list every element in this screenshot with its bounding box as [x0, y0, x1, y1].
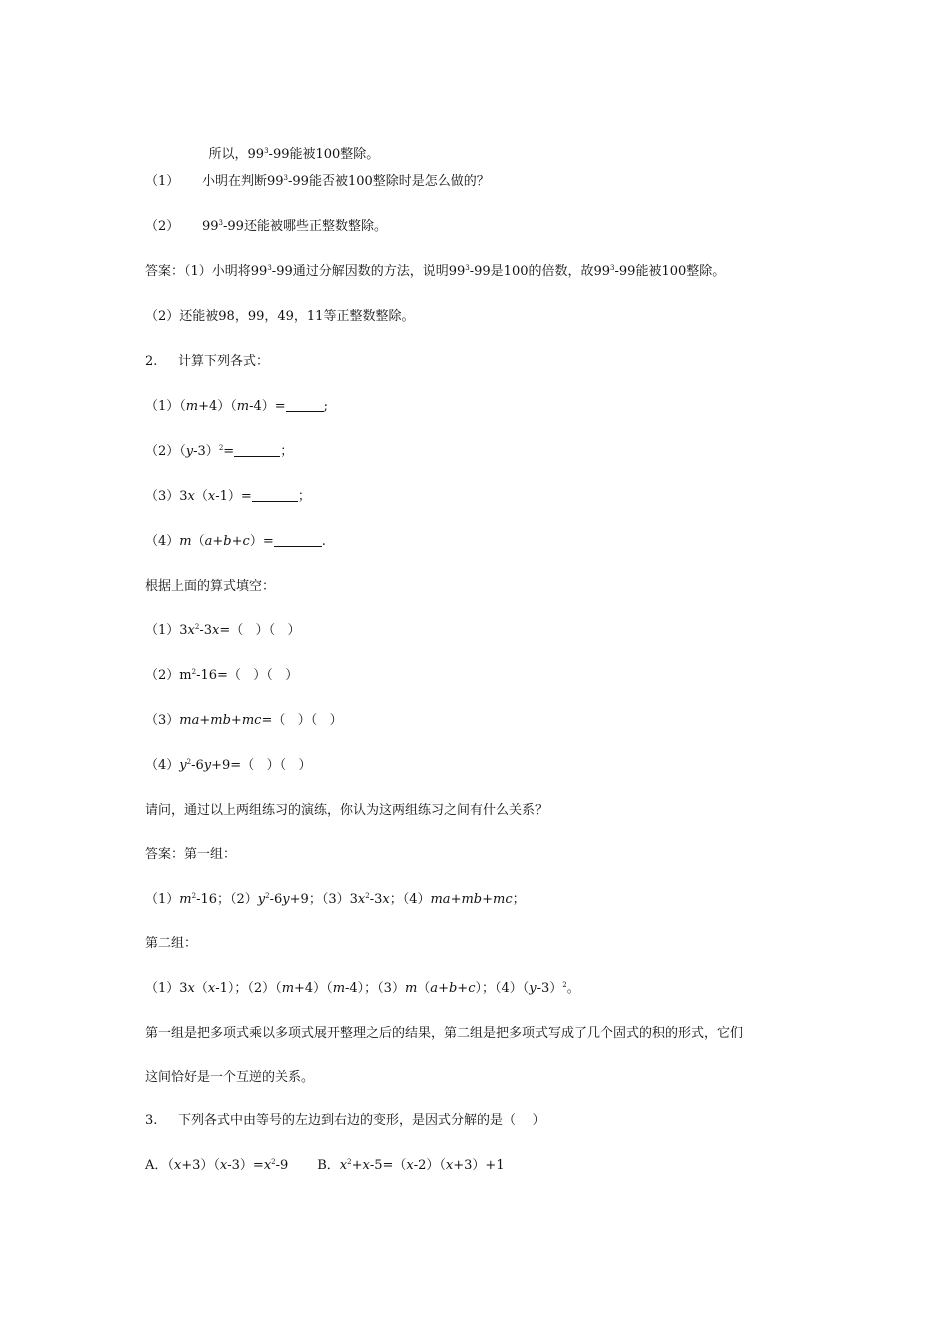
fill-item-4: $(4)y^2-6y+9=$（ ）（ ） [145, 758, 312, 773]
q3-options: A．$(x+3)(x-3)=x^2-9$ B．$x^2+x-5=(x-2)(x+3)+1$ [145, 1158, 505, 1173]
q1-2-text: $99^3-99$还能被哪些正整数整除。 [202, 219, 387, 234]
relation-question: 请问，通过以上两组练习的演练，你认为这两组练习之间有什么关系？ [145, 803, 549, 818]
q2-number: 2. [145, 354, 158, 369]
q1-1-number: （1） [145, 174, 180, 189]
conclusion-line-2: 这间恰好是一个互逆的关系。 [145, 1070, 315, 1085]
fill-item-3: （3）ma+mb+mc=（ ）（ ） [145, 713, 343, 728]
q3-number: 3. [145, 1113, 158, 1128]
so-rich: 所以，$99^3-99$能被100整除。 [208, 147, 380, 162]
q2-item-3: （3）3x（x-1）= ； [145, 489, 311, 504]
q2-text: 计算下列各式： [178, 354, 270, 369]
fill-intro: 根据上面的算式填空： [145, 579, 276, 594]
fill-item-1: $(1)3x^2-3x=$（ ）（ ） [145, 623, 301, 638]
q2-item-2: $(2)(y-3)^2=$ ； [145, 444, 294, 459]
answer-2-group-1: $(1)m^2-16$；$(2)y^2-6y+9$；$(3)3x^2-3x$；（4）ma+mb+mc； [145, 892, 526, 907]
q1-2-number: （2） [145, 219, 180, 234]
answer-2-group-2-head: 第二组： [145, 936, 198, 951]
answer-2-head: 答案：第一组： [145, 847, 237, 862]
q1-1-text: 小明在判断$99^3-99$能否被100整除时是怎么做的？ [202, 174, 490, 189]
q3-text: 下列各式中由等号的左边到右边的变形，是因式分解的是（ ） [178, 1113, 546, 1128]
answer-1-line-2: （2）还能被98，99，49，11等正整数整除。 [145, 309, 415, 324]
fill-item-2: $(2)m^2-16=$（ ）（ ） [145, 668, 299, 683]
answer-2-group-2: （1）3x（x-1）；（2）（m+4）（m-4）；（3）m（a+b+c）；$(4)(y-3)^2$。 [145, 981, 580, 996]
answer-1-line-1: 答案：（1）小明将$99^3-99$通过分解因数的方法，说明$99^3-99$是100的倍数，故$99^3-99$能被100整除。 [145, 264, 726, 279]
q2-item-1: （1）（m+4）（m-4）= ; [145, 399, 329, 414]
q2-item-4: （4）m（a+b+c）= . [145, 534, 326, 549]
conclusion-line-1: 第一组是把多项式乘以多项式展开整理之后的结果，第二组是把多项式写成了几个固式的积的形式，它们 [145, 1026, 744, 1041]
